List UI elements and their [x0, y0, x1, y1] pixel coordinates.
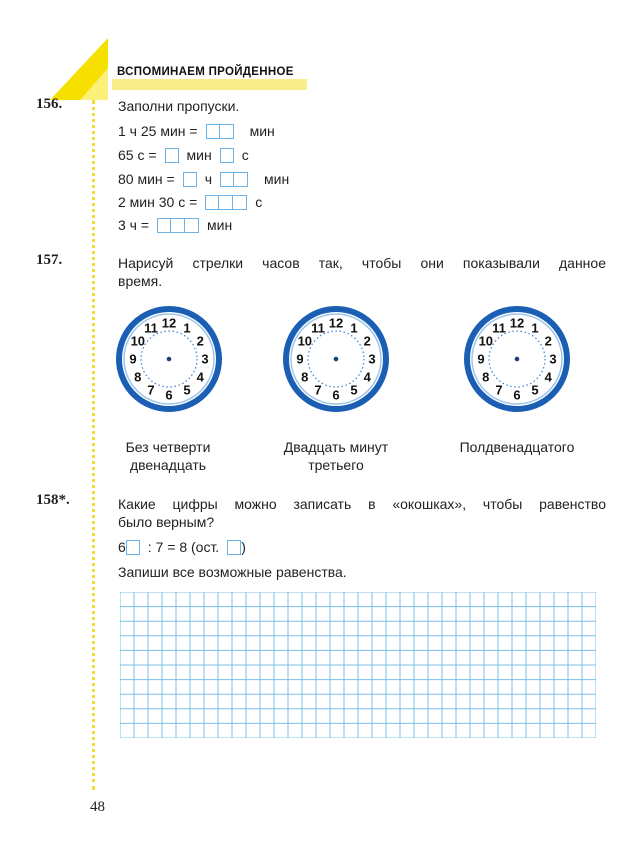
- clock-number: 7: [314, 382, 322, 398]
- clock-number: 6: [513, 387, 521, 403]
- clock-number: 2: [363, 333, 371, 349]
- caption-line: третьего: [308, 457, 364, 473]
- unit-text: с: [255, 194, 263, 210]
- answer-box[interactable]: [165, 148, 179, 163]
- clock-center-dot: [167, 357, 172, 362]
- task-156-line-4: [118, 193, 262, 211]
- clock-number: 1: [183, 320, 191, 336]
- clock-face-2[interactable]: [282, 305, 390, 413]
- task-156-line-1: [118, 122, 275, 140]
- task-156-prompt: Заполни пропуски.: [118, 98, 240, 114]
- clock-number: 1: [350, 320, 358, 336]
- unit-text: ч: [204, 171, 213, 187]
- clock-caption-1: [102, 438, 234, 474]
- corner-decoration: [50, 38, 108, 100]
- task-158-equation: [118, 538, 246, 556]
- line-text: 65 с =: [118, 147, 157, 163]
- clock-number: 7: [147, 382, 155, 398]
- clock-number: 4: [363, 369, 371, 385]
- equation-text: : 7 = 8 (ост.: [147, 539, 220, 555]
- clock-center-dot: [334, 357, 339, 362]
- task-156-number: 156.: [36, 96, 63, 112]
- clock-caption-2: [266, 438, 406, 474]
- caption-line: двенадцать: [129, 457, 207, 473]
- task-157-prompt-line-2: время.: [118, 273, 163, 289]
- line-text: 80 мин =: [118, 171, 175, 187]
- task-158-number: 158*.: [36, 492, 70, 508]
- clock-number: 10: [297, 333, 313, 349]
- answer-grid[interactable]: [120, 592, 596, 738]
- unit-text: мин: [207, 217, 233, 233]
- clock-number: 5: [183, 382, 191, 398]
- clock-face-3[interactable]: [463, 305, 571, 413]
- clock-number: 4: [544, 369, 552, 385]
- clock-number: 8: [134, 369, 142, 385]
- line-text: 1 ч 25 мин =: [118, 123, 198, 139]
- page-number: 48: [90, 799, 105, 815]
- clock-number: 2: [196, 333, 204, 349]
- task-156-line-5: [118, 216, 232, 234]
- clock-number: 2: [544, 333, 552, 349]
- equation-digit: 6: [118, 539, 126, 555]
- clock-number: 5: [531, 382, 539, 398]
- unit-text: с: [241, 147, 249, 163]
- answer-boxes[interactable]: [206, 124, 234, 139]
- answer-box[interactable]: [227, 540, 241, 555]
- answer-boxes[interactable]: [157, 218, 199, 233]
- caption-line: Двадцать минут: [283, 439, 389, 455]
- clock-number: 12: [161, 315, 177, 331]
- clock-number: 6: [332, 387, 340, 403]
- task-158-prompt-line-1: Какие цифры можно записать в «окошках», чтобы равенство: [118, 496, 606, 512]
- task-157-number: 157.: [36, 252, 63, 268]
- clock-number: 10: [130, 333, 146, 349]
- answer-box[interactable]: [126, 540, 140, 555]
- answer-box[interactable]: [183, 172, 197, 187]
- clock-center-dot: [515, 357, 520, 362]
- task-156-line-3: [118, 170, 289, 188]
- clock-number: 11: [492, 320, 506, 336]
- margin-dotted-line: [92, 100, 95, 790]
- section-title-highlight: [112, 79, 307, 90]
- clock-number: 11: [144, 320, 158, 336]
- clock-number: 3: [549, 351, 557, 367]
- unit-text: мин: [186, 147, 212, 163]
- unit-text: мин: [264, 171, 290, 187]
- clock-number: 10: [478, 333, 494, 349]
- clock-number: 11: [311, 320, 325, 336]
- clock-number: 6: [165, 387, 173, 403]
- clock-number: 8: [482, 369, 490, 385]
- clock-number: 9: [296, 351, 304, 367]
- section-title: ВСПОМИНАЕМ ПРОЙДЕННОЕ: [117, 66, 294, 78]
- clock-face-1[interactable]: [115, 305, 223, 413]
- clock-number: 1: [531, 320, 539, 336]
- clock-number: 7: [495, 382, 503, 398]
- answer-boxes[interactable]: [220, 172, 248, 187]
- task-157-prompt-line-1: Нарисуй стрелки часов так, чтобы они показывали данное: [118, 255, 606, 271]
- answer-box[interactable]: [220, 148, 234, 163]
- equation-close: ): [241, 539, 246, 555]
- line-text: 3 ч =: [118, 217, 150, 233]
- clock-number: 3: [201, 351, 209, 367]
- clock-number: 5: [350, 382, 358, 398]
- unit-text: мин: [249, 123, 275, 139]
- clock-number: 8: [301, 369, 309, 385]
- caption-line: Полдвенадцатого: [459, 439, 575, 455]
- clock-caption-3: [446, 438, 588, 456]
- task-156-line-2: [118, 146, 249, 164]
- task-158-prompt-line-2: было верным?: [118, 514, 215, 530]
- caption-line: Без четверти: [125, 439, 211, 455]
- clock-number: 12: [509, 315, 525, 331]
- clock-number: 12: [328, 315, 344, 331]
- line-text: 2 мин 30 с =: [118, 194, 198, 210]
- answer-boxes[interactable]: [205, 195, 247, 210]
- clock-number: 9: [477, 351, 485, 367]
- task-158-instruction: Запиши все возможные равенства.: [118, 564, 347, 580]
- clock-number: 3: [368, 351, 376, 367]
- clock-number: 9: [129, 351, 137, 367]
- clock-number: 4: [196, 369, 204, 385]
